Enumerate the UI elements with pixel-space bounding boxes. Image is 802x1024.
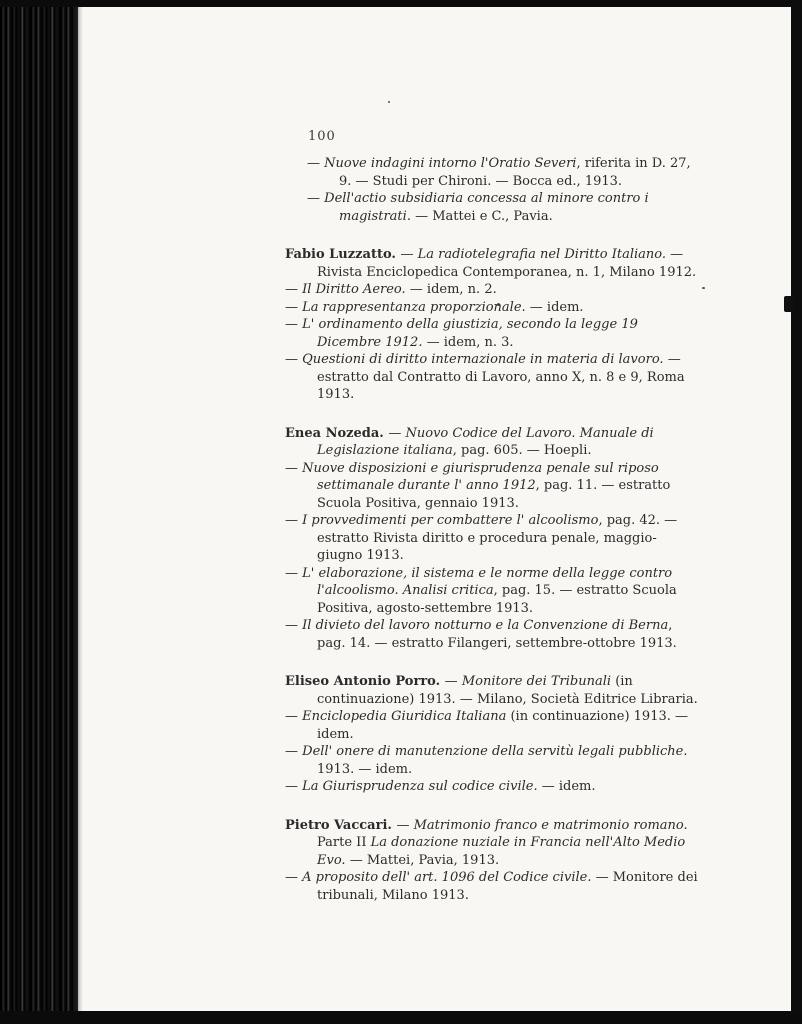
- bibliography-entry: [307, 155, 701, 190]
- work-title: Nuovo Codice del Lavoro. Manuale di Legislazione italiana: [317, 425, 654, 458]
- bibliography-section: [285, 673, 701, 796]
- bibliography-entry: [285, 281, 701, 299]
- entry-text: —: [444, 674, 462, 689]
- entry-text: —: [285, 779, 303, 794]
- work-title: La radiotelegrafia nel Diritto Italiano.: [417, 247, 666, 262]
- entry-text: — idem, n. 2.: [405, 282, 497, 297]
- scan-edge-right: [791, 0, 802, 1024]
- bibliography-entry: [285, 869, 701, 904]
- entry-text: Parte II: [317, 835, 371, 850]
- entry-text: , pag. 42. — estratto Rivista diritto e procedura penale, maggio-giugno 1913.: [317, 513, 678, 563]
- entry-text: —: [285, 460, 303, 476]
- bibliography-entry: [285, 673, 701, 708]
- work-title: I provvedimenti per combattere l' alcoolismo: [302, 513, 599, 528]
- author-name: Pietro Vaccari.: [285, 817, 397, 833]
- bibliography-entry: [307, 190, 701, 225]
- author-name: Eliseo Antonio Porro.: [285, 674, 445, 689]
- bibliography-entry: [285, 743, 701, 778]
- bibliography-entry: [285, 778, 701, 796]
- work-title: L' elaborazione, il sistema e le norme della legge contro l'alcoolismo. Analisi critica: [302, 565, 673, 598]
- work-title: Il Diritto Aereo.: [302, 282, 406, 297]
- author-name: Fabio Luzzatto.: [285, 247, 401, 262]
- bibliography-entry: [285, 299, 701, 317]
- bibliography-entry: [285, 425, 701, 460]
- entry-text: —: [285, 565, 303, 581]
- entry-text: — idem.: [537, 779, 596, 794]
- entry-text: , pag. 605. — Hoepli.: [452, 443, 592, 458]
- work-title: La donazione nuziale in Francia nell'Alto Medio Evo.: [317, 835, 686, 868]
- work-title: Questioni di diritto internazionale in materia di lavoro.: [302, 352, 664, 367]
- entry-text: —: [396, 817, 414, 833]
- entry-text: — Rivista Enciclopedica Contemporanea, n. 1, Milano 1912.: [317, 247, 697, 280]
- bibliography-entry: [285, 565, 701, 618]
- work-title: Enciclopedia Giuridica Italiana: [302, 709, 507, 724]
- bibliography-section: [285, 155, 701, 225]
- work-title: A proposito dell' art. 1096 del Codice civile.: [302, 870, 592, 885]
- work-title: Nuove disposizioni e giurisprudenza penale sul riposo settimanale durante l' anno 1912: [302, 460, 659, 493]
- bibliography-section: [285, 817, 701, 905]
- entry-text: (in continuazione) 1913. — idem.: [317, 709, 689, 742]
- entry-text: . — Mattei e C., Pavia.: [406, 208, 553, 224]
- entry-text: — idem.: [525, 299, 584, 315]
- entry-text: —: [307, 156, 325, 171]
- entry-text: —: [400, 247, 418, 262]
- bibliography-entry: [285, 708, 701, 743]
- entry-text: —: [285, 870, 303, 885]
- entry-text: —: [285, 299, 303, 315]
- bibliography-entry: [285, 316, 701, 351]
- work-title: Il divieto del lavoro notturno e la Convenzione di Berna: [302, 618, 669, 633]
- entry-text: 1913. — idem.: [317, 761, 413, 777]
- bibliography-entry: [285, 246, 701, 281]
- bibliography-section: [285, 246, 701, 404]
- work-title: La rappresentanza proporzionale.: [302, 299, 526, 315]
- entry-text: , riferita in D. 27, 9. — Studi per Chironi. — Bocca ed., 1913.: [339, 156, 691, 189]
- book-binding-edge: [0, 0, 78, 1024]
- entry-text: —: [285, 618, 303, 633]
- scan-edge-top: [0, 0, 802, 7]
- page-number: 100: [308, 129, 336, 144]
- work-title: Dell' onere di manutenzione della servitù legali pubbliche.: [302, 744, 688, 759]
- work-title: Monitore dei Tribunali: [461, 674, 612, 689]
- work-title: L' ordinamento della giustizia, secondo la legge 19 Dicembre 1912.: [302, 317, 638, 350]
- scan-edge-bottom: [0, 1011, 802, 1024]
- entry-text: —: [285, 744, 303, 759]
- entry-text: —: [285, 709, 303, 724]
- work-title: Dell'actio subsidiaria concessa al minore contro i magistrati: [324, 191, 649, 224]
- entry-text: —: [307, 191, 325, 206]
- work-title: Matrimonio franco e matrimonio romano.: [413, 817, 688, 833]
- bibliography: [285, 155, 701, 925]
- work-title: Nuove indagini intorno l'Oratio Severi: [324, 156, 577, 171]
- entry-text: — Mattei, Pavia, 1913.: [345, 852, 500, 868]
- page-content: [78, 7, 791, 1011]
- bibliography-entry: [285, 351, 701, 404]
- author-name: Enea Nozeda.: [285, 425, 389, 441]
- entry-text: —: [285, 352, 303, 367]
- entry-text: — idem, n. 3.: [422, 334, 514, 350]
- entry-text: , pag. 11. — estratto Scuola Positiva, gennaio 1913.: [317, 478, 671, 511]
- work-title: La Giurisprudenza sul codice civile.: [302, 779, 538, 794]
- entry-text: —: [388, 425, 406, 441]
- entry-text: — Monitore dei tribunali, Milano 1913.: [317, 870, 698, 903]
- bibliography-section: [285, 425, 701, 653]
- bibliography-entry: [285, 512, 701, 565]
- bibliography-entry: [285, 460, 701, 513]
- entry-text: (in continuazione) 1913. — Milano, Società Editrice Libraria.: [317, 674, 698, 707]
- entry-text: , pag. 15. — estratto Scuola Positiva, agosto-settembre 1913.: [317, 583, 677, 616]
- entry-text: , pag. 14. — estratto Filangeri, settembre-ottobre 1913.: [317, 618, 677, 651]
- entry-text: —: [285, 317, 303, 332]
- bibliography-entry: [285, 617, 701, 652]
- entry-text: —: [285, 513, 303, 528]
- entry-text: — estratto dal Contratto di Lavoro, anno X, n. 8 e 9, Roma 1913.: [317, 352, 685, 402]
- entry-text: —: [285, 282, 303, 297]
- bibliography-entry: [285, 817, 701, 870]
